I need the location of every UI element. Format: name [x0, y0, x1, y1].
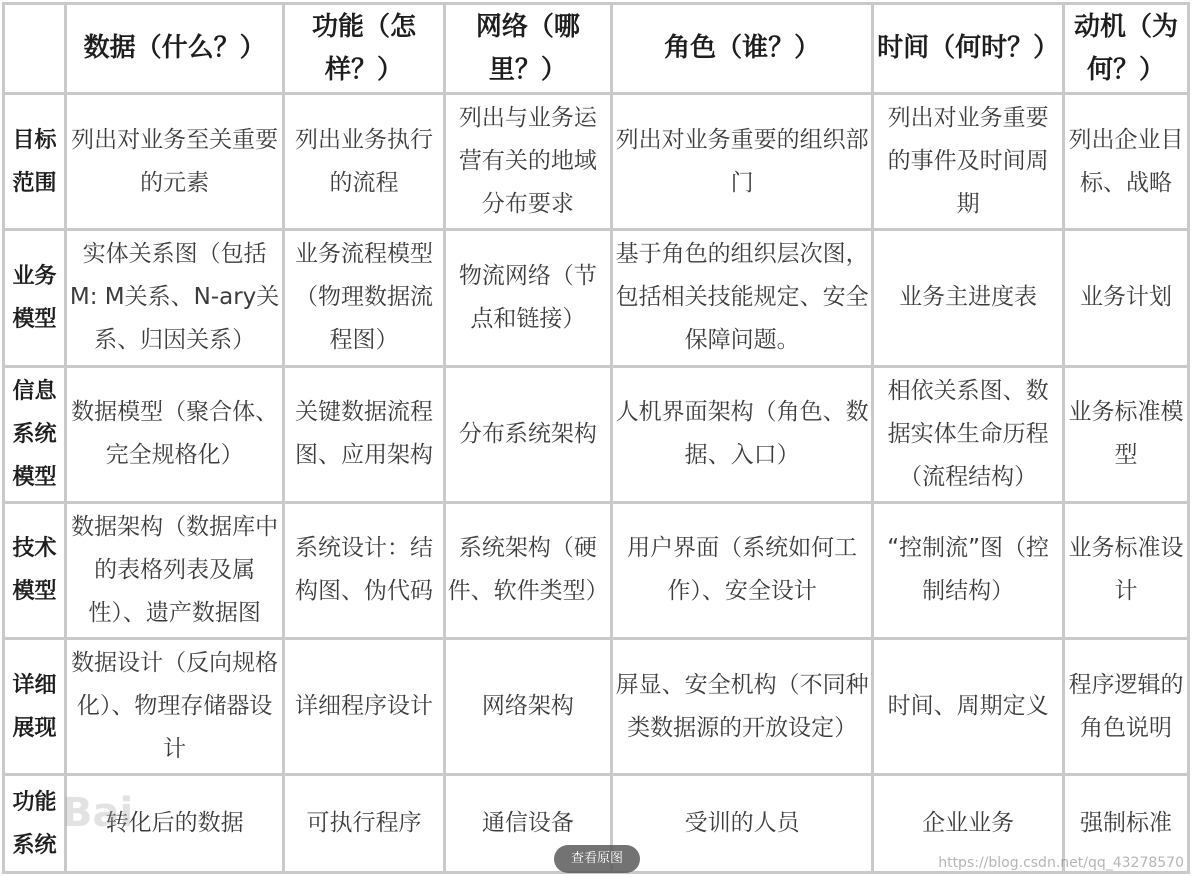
- row-header-system-model: 信息系统模型: [5, 368, 64, 501]
- table-cell: 业务标准设计: [1065, 504, 1187, 637]
- table-cell: 数据设计（反向规格化）、物理存储器设计: [67, 640, 282, 773]
- table-cell: 列出企业目标、战略: [1065, 95, 1187, 228]
- row-header-detailed-representation: 详细展现: [5, 640, 64, 773]
- table-cell: 列出对业务至关重要的元素: [67, 95, 282, 228]
- column-header-motivation: 动机（为何？）: [1065, 5, 1187, 92]
- table-row: [5, 231, 1187, 364]
- zachman-framework-table: [2, 2, 1190, 874]
- table-cell: 程序逻辑的角色说明: [1065, 640, 1187, 773]
- table-cell: 系统架构（硬件、软件类型）: [446, 504, 611, 637]
- row-header-business-model: 业务模型: [5, 231, 64, 364]
- table-cell: 列出对业务重要的组织部门: [613, 95, 871, 228]
- table-cell: 屏显、安全机构（不同种类数据源的开放设定）: [613, 640, 871, 773]
- column-header-time: 时间（何时？）: [874, 5, 1062, 92]
- table-row: [5, 504, 1187, 637]
- table-cell: “控制流”图（控制结构）: [874, 504, 1062, 637]
- table-cell: 业务主进度表: [874, 231, 1062, 364]
- view-original-button[interactable]: 查看原图: [554, 845, 640, 873]
- column-header-network: 网络（哪里？）: [446, 5, 611, 92]
- column-header-data: 数据（什么？）: [67, 5, 282, 92]
- column-header-people: 角色（谁？）: [613, 5, 871, 92]
- table-cell: 列出业务执行的流程: [285, 95, 442, 228]
- corner-header-cell: [5, 5, 64, 92]
- table-row: [5, 368, 1187, 501]
- column-header-function: 功能（怎样？）: [285, 5, 442, 92]
- table-cell: 系统设计：结构图、伪代码: [285, 504, 442, 637]
- table-cell: 用户界面（系统如何工作）、安全设计: [613, 504, 871, 637]
- table-cell: 基于角色的组织层次图，包括相关技能规定、安全保障问题。: [613, 231, 871, 364]
- table-cell: 列出与业务运营有关的地域分布要求: [446, 95, 611, 228]
- table-cell: 关键数据流程图、应用架构: [285, 368, 442, 501]
- row-header-technology-model: 技术模型: [5, 504, 64, 637]
- table-cell: 详细程序设计: [285, 640, 442, 773]
- table-cell: 列出对业务重要的事件及时间周期: [874, 95, 1062, 228]
- table-cell: 物流网络（节点和链接）: [446, 231, 611, 364]
- table-cell: 时间、周期定义: [874, 640, 1062, 773]
- table-cell: 人机界面架构（角色、数据、入口）: [613, 368, 871, 501]
- table-row: [5, 640, 1187, 773]
- table-cell: 通信设备: [446, 776, 611, 871]
- table-cell: 业务流程模型（物理数据流程图）: [285, 231, 442, 364]
- table-cell: 可执行程序: [285, 776, 442, 871]
- table-cell: 业务标准模型: [1065, 368, 1187, 501]
- row-header-scope: 目标范围: [5, 95, 64, 228]
- row-header-functioning-system: 功能系统: [5, 776, 64, 871]
- table-cell: 相依关系图、数据实体生命历程（流程结构）: [874, 368, 1062, 501]
- table-cell: 业务计划: [1065, 231, 1187, 364]
- table-cell: 受训的人员: [613, 776, 871, 871]
- watermark-url: https://blog.csdn.net/qq_43278570: [938, 855, 1184, 871]
- watermark-logo: Bai: [62, 790, 134, 836]
- table-cell: 数据架构（数据库中的表格列表及属性）、遗产数据图: [67, 504, 282, 637]
- table-cell: 实体关系图（包括M: M关系、N-ary关系、归因关系）: [67, 231, 282, 364]
- header-row: [5, 5, 1187, 92]
- table-cell: 强制标准: [1065, 776, 1187, 871]
- table-row: [5, 95, 1187, 228]
- table-cell: 转化后的数据: [67, 776, 282, 871]
- table-cell: 网络架构: [446, 640, 611, 773]
- table-cell: 分布系统架构: [446, 368, 611, 501]
- table-cell: 数据模型（聚合体、完全规格化）: [67, 368, 282, 501]
- table-cell: 企业业务: [874, 776, 1062, 871]
